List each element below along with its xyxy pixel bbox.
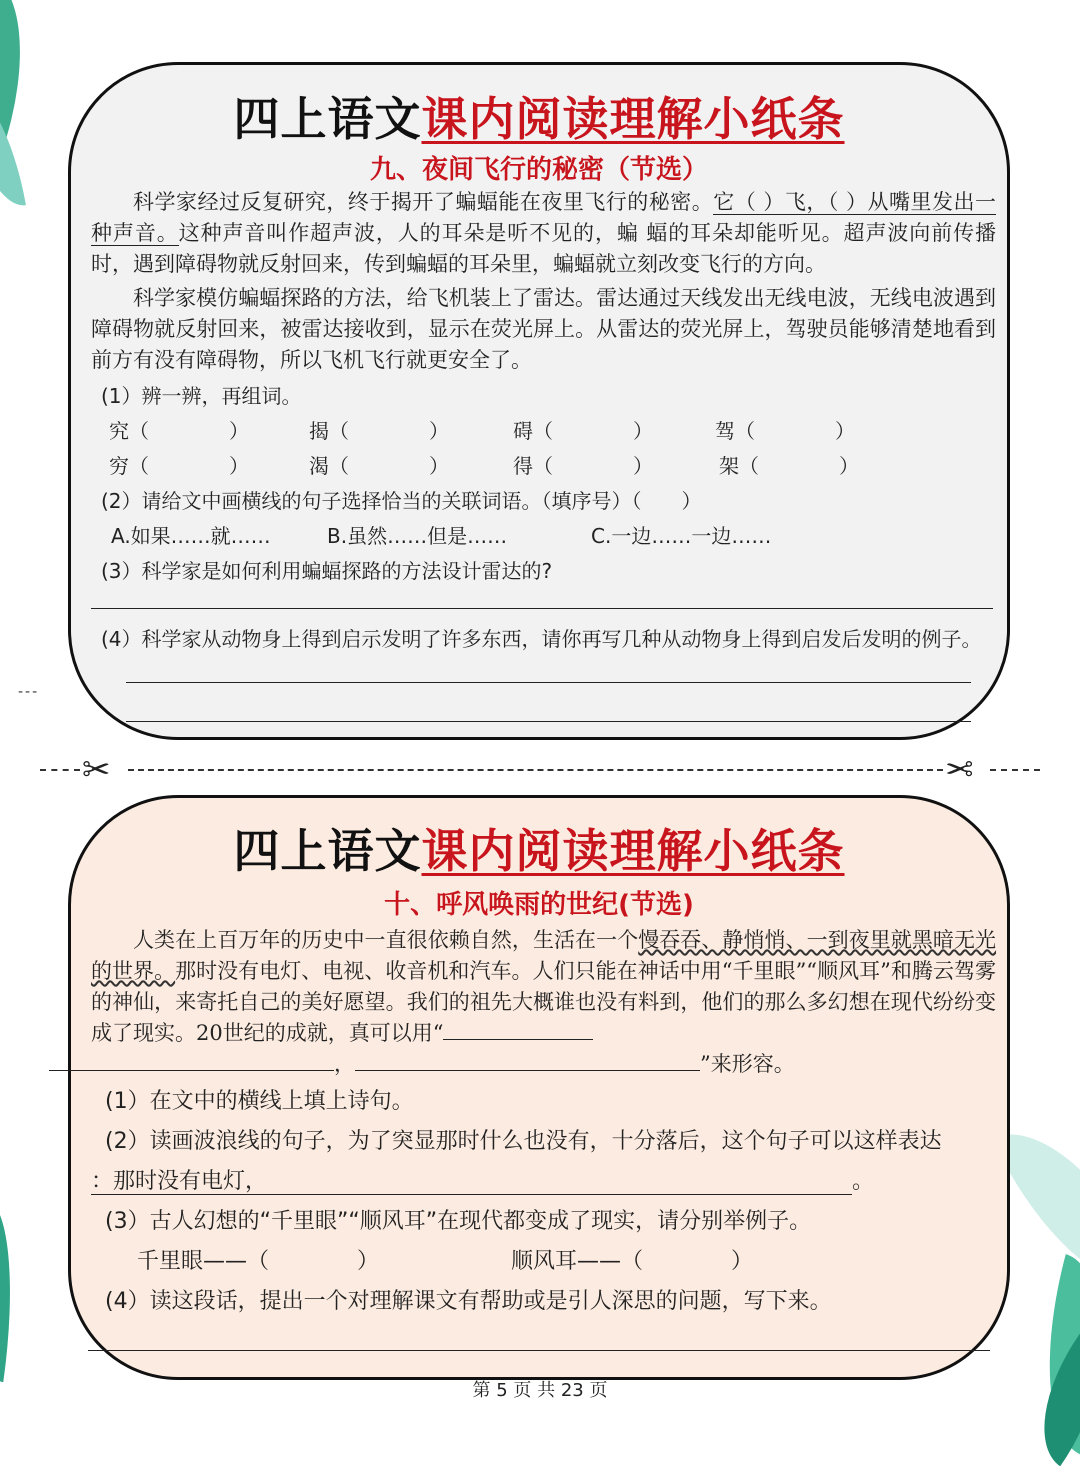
word-cell[interactable]: 究（ ） xyxy=(109,419,249,443)
answer-shunfenger[interactable]: 顺风耳——（ ） xyxy=(511,1249,754,1274)
word-cell[interactable]: 架（ ） xyxy=(719,454,859,478)
word-cell[interactable]: 穷（ ） xyxy=(109,454,249,478)
word-cell[interactable]: 碍（ ） xyxy=(513,419,653,443)
card-title: 四上语文课内阅读理解小纸条 xyxy=(233,92,845,146)
margin-dash: --- xyxy=(18,684,40,700)
wavy-underlined-sentence: 慢吞吞、静悄悄、一到夜里就黑暗无光的世界。 xyxy=(91,928,997,983)
question-2-continued: ：那时没有电灯， 。 xyxy=(91,1169,875,1194)
cut-line xyxy=(128,769,943,771)
card-title: 四上语文课内阅读理解小纸条 xyxy=(233,824,845,878)
question-4: (4）读这段话，提出一个对理解课文有帮助或是引人深思的问题，写下来。 xyxy=(105,1289,832,1314)
question-2: (2）读画波浪线的句子，为了突显那时什么也没有，十分落后，这个句子可以这样表达 xyxy=(105,1129,942,1154)
lesson-subtitle: 十、呼风唤雨的世纪(节选) xyxy=(384,890,694,920)
question-4: (4）科学家从动物身上得到启示发明了许多东西，请你再写几种从动物身上得到启发后发明的例子。 xyxy=(101,627,982,651)
question-3: (3）古人幻想的“千里眼”“顺风耳”在现代都变成了现实，请分别举例子。 xyxy=(105,1209,812,1234)
answer-line[interactable] xyxy=(91,608,993,609)
reading-card-1 xyxy=(68,62,1010,740)
cut-line xyxy=(990,769,1040,771)
word-cell[interactable]: 渴（ ） xyxy=(309,454,449,478)
fill-blank[interactable] xyxy=(49,1050,334,1071)
option-a: A.如果……就…… xyxy=(111,524,271,548)
question-2: (2）请给文中画横线的句子选择恰当的关联词语。（填序号）（ ） xyxy=(101,489,702,513)
scissors-icon: ✂ xyxy=(82,750,111,790)
lesson-subtitle: 九、夜间飞行的秘密（节选） xyxy=(369,155,708,185)
passage-paragraph: 人类在上百万年的历史中一直很依赖自然，生活在一个慢吞吞、静悄悄、一到夜里就黑暗无光的世界。那时没有电灯、电视、收音机和汽车。人们只能在神话中用“千里眼”“顺风耳”和腾云驾雾的神仙，来寄托自己的美好愿望。我们的祖先大概谁也没有料到，他们的那么多幻想在现代纷纷变成了现实。20世纪的成就，真可以用“ ， ”来形容。 xyxy=(91,925,996,1080)
passage-paragraph-2: 科学家模仿蝙蝠探路的方法，给飞机装上了雷达。雷达通过天线发出无线电波，无线电波遇到障碍物就反射回来，被雷达接收到，显示在荧光屏上。从雷达的荧光屏上，驾驶员能够清楚地看到前方有没有障碍物，所以飞机飞行就更安全了。 xyxy=(91,286,996,372)
answer-qianliyan[interactable]: 千里眼——（ ） xyxy=(137,1249,380,1274)
passage-paragraph-1: 科学家经过反复研究，终于揭开了蝙蝠能在夜里飞行的秘密。它（ ）飞，（ ）从嘴里发出一种声音。这种声音叫作超声波，人的耳朵是听不见的，蝙 蝠的耳朵却能听见。超声波向前传播时，遇到障碍物就反射回来，传到蝙蝠的耳朵里，蝙蝠就立刻改变飞行的方向。 xyxy=(91,190,997,276)
cut-line xyxy=(40,769,80,771)
option-c: C.一边……一边…… xyxy=(591,524,772,548)
question-3: (3）科学家是如何利用蝙蝠探路的方法设计雷达的? xyxy=(101,559,553,583)
question-1: (1）辨一辨，再组词。 xyxy=(101,384,302,408)
underlined-sentence: 它（ ）飞，（ ）从嘴里发出一种声音。 xyxy=(91,190,996,245)
word-cell[interactable]: 驾（ ） xyxy=(715,419,855,443)
answer-line[interactable] xyxy=(126,721,971,722)
answer-line[interactable] xyxy=(88,1350,990,1351)
word-cell[interactable]: 得（ ） xyxy=(513,454,653,478)
fill-blank[interactable] xyxy=(443,1019,593,1040)
page-number: 第 5 页 共 23 页 xyxy=(472,1380,608,1401)
reading-card-2 xyxy=(68,795,1010,1380)
fill-blank[interactable] xyxy=(267,1172,852,1195)
fill-blank[interactable] xyxy=(355,1050,700,1071)
word-cell[interactable]: 揭（ ） xyxy=(309,419,449,443)
question-1: (1）在文中的横线上填上诗句。 xyxy=(105,1089,414,1114)
scissors-icon: ✂ xyxy=(945,750,974,790)
leaf-decoration xyxy=(0,1198,28,1382)
leaf-decoration xyxy=(0,0,53,147)
option-b: B.虽然……但是…… xyxy=(327,524,508,548)
answer-line[interactable] xyxy=(126,682,971,683)
